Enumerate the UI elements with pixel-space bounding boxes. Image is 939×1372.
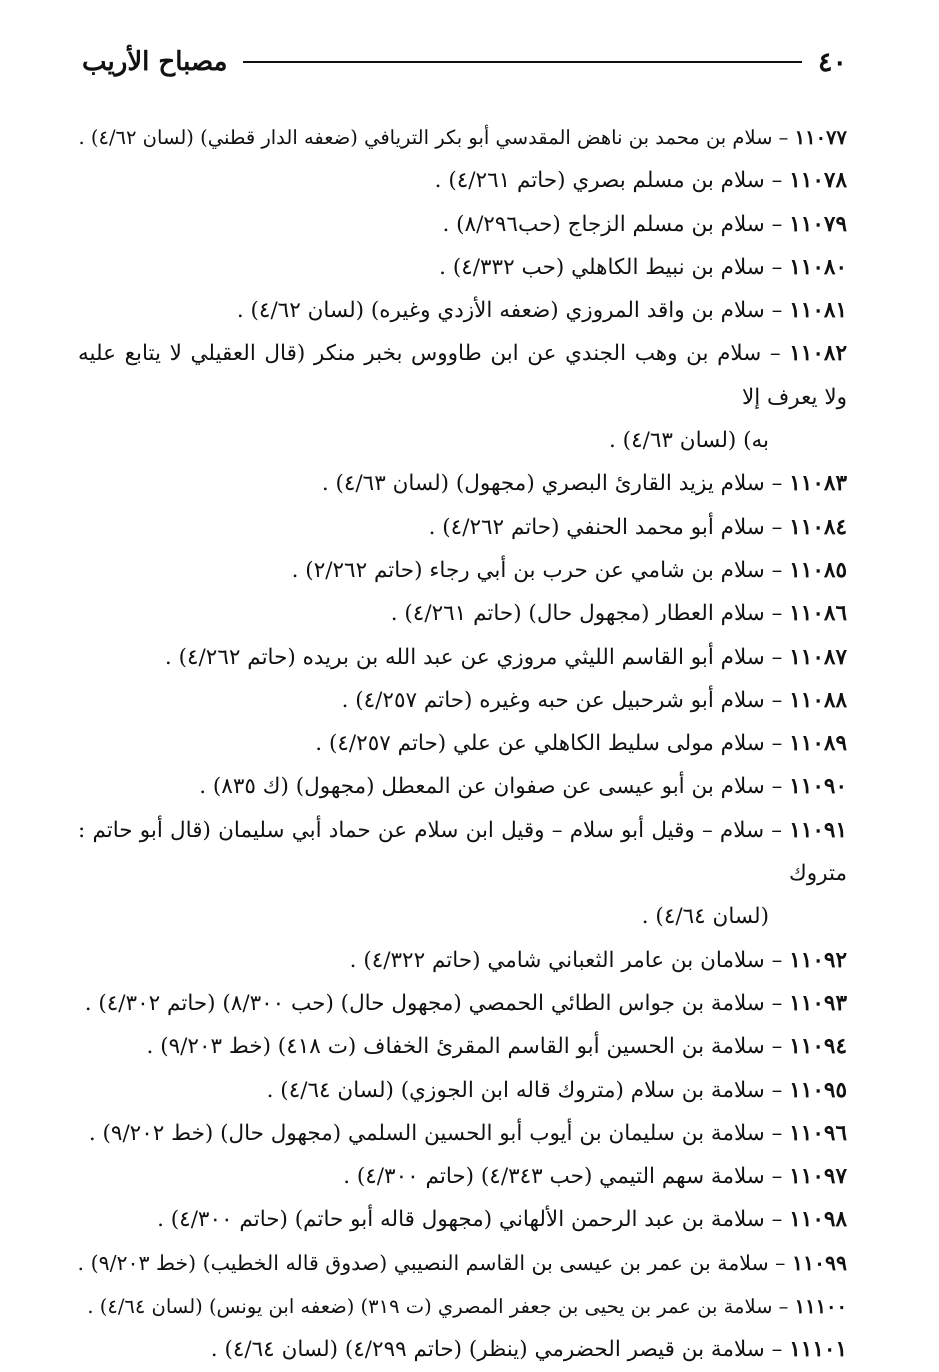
entry-text: – سلام – وقيل أبو سلام – وقيل ابن سلام عن حماد أبي سليمان (قال أبو حاتم : متروك [78, 817, 847, 887]
entry-text: – سلام العطار (مجهول حال) (حاتم ٤/٢٦١) . [390, 601, 783, 627]
entry-text: – سلامة بن الحسين أبو القاسم المقرئ الخفاف (ت ٤١٨) (خط ٩/٢٠٣) . [146, 1034, 783, 1060]
entry-number: ١١٠٧٧ [794, 126, 847, 149]
entry-number: ١١٠٩٤ [789, 1034, 847, 1060]
entry-row [78, 289, 847, 332]
entry-text: – سلام بن وهب الجندي عن ابن طاووس بخبر منكر (قال العقيلي لا يتابع عليه ولا يعرف إلا [78, 341, 847, 410]
entry-row [78, 116, 847, 159]
entry-row [78, 939, 847, 982]
entry-text: – سلامان بن عامر الثعباني شامي (حاتم ٤/٣٢٢) . [349, 947, 783, 973]
entry-text: – سلام بن مسلم الزجاج (حب٨/٢٩٦) . [442, 211, 783, 237]
entry-number: ١١٠٩١ [789, 817, 848, 843]
entry-row [78, 246, 847, 289]
entry-continuation: (لسان ٤/٦٤) . [641, 904, 769, 930]
entry-number: ١١٠٩٢ [789, 947, 847, 973]
entry-text: – سلام بن أبو عيسى عن صفوان عن المعطل (مجهول) (ك ٨٣٥) . [199, 774, 783, 800]
entry-continuation: به) (لسان ٤/٦٣) . [609, 428, 769, 454]
entry-number: ١١٠٩٦ [789, 1120, 847, 1146]
entry-row [78, 1112, 847, 1155]
entry-text: – سلام بن واقد المروزي (ضعفه الأزدي وغيره) (لسان ٤/٦٢) . [236, 298, 783, 324]
entry-number: ١١٠٩٨ [789, 1207, 847, 1233]
entry-row [78, 332, 847, 419]
page-number: ٤٠ [817, 46, 847, 78]
entry-number: ١١٠٩٧ [789, 1164, 847, 1190]
entry-number: ١١٠٨٥ [789, 557, 847, 583]
entry-row [78, 809, 847, 896]
entry-number: ١١١٠١ [789, 1337, 847, 1363]
entry-text: – سلام أبو القاسم الليثي مروزي عن عبد الله بن بريده (حاتم ٤/٢٦٢) . [164, 644, 783, 670]
entry-number: ١١٠٩٩ [791, 1250, 847, 1275]
entry-number: ١١٠٨٢ [789, 341, 847, 367]
entry-text: – سلام بن مسلم بصري (حاتم ٤/٢٦١) . [434, 168, 783, 194]
entry-row [78, 462, 847, 505]
entry-text: – سلام بن نبيط الكاهلي (حب ٤/٣٣٢) . [439, 254, 783, 280]
entry-row [78, 1242, 847, 1285]
entry-number: ١١٠٩٥ [789, 1077, 847, 1103]
entry-text: – سلام بن محمد بن ناهض المقدسي أبو بكر التريافي (ضعفه الدار قطني) (لسان ٤/٦٢) . [78, 126, 789, 149]
entry-row [78, 203, 847, 246]
entry-text: – سلامة بن عبد الرحمن الألهاني (مجهول قاله أبو حاتم) (حاتم ٤/٣٠٠) . [157, 1207, 783, 1233]
entry-number: ١١٠٨٩ [789, 731, 847, 757]
entry-text: – سلامة سهم التيمي (حب ٤/٣٤٣) (حاتم ٤/٣٠٠) . [343, 1164, 783, 1190]
entry-row [78, 982, 847, 1025]
entry-row [78, 1285, 847, 1328]
entry-number: ١١٠٧٨ [789, 168, 847, 194]
entry-row [78, 549, 847, 592]
entry-text: – سلامة بن سلام (متروك قاله ابن الجوزي) (لسان ٤/٦٤) . [266, 1077, 783, 1103]
entry-text: – سلامة بن قيصر الحضرمي (ينظر) (حاتم ٤/٢٩٩) (لسان ٤/٦٤) . [210, 1337, 783, 1363]
entry-row [78, 1198, 847, 1241]
entry-text: – سلام أبو شرحبيل عن حبه وغيره (حاتم ٤/٢٥٧) . [341, 687, 783, 713]
entry-text: – سلامة بن عمر بن يحيى بن جعفر المصري (ت ٣١٩) (ضعفه ابن يونس) (لسان ٤/٦٤) . [87, 1295, 789, 1319]
entry-row [78, 722, 847, 765]
entry-number: ١١٠٩٣ [789, 990, 847, 1016]
entry-number: ١١٠٨٤ [789, 514, 847, 540]
entry-row [78, 679, 847, 722]
book-title: مصباح الأريب [82, 47, 228, 77]
entry-text: – سلام أبو محمد الحنفي (حاتم ٤/٢٦٢) . [428, 514, 783, 540]
entry-number: ١١٠٧٩ [789, 211, 847, 237]
entry-number: ١١٠٩٠ [789, 774, 847, 800]
entry-text: – سلامة بن سليمان بن أيوب أبو الحسين السلمي (مجهول حال) (خط ٩/٢٠٢) . [88, 1120, 783, 1146]
entry-row [78, 1155, 847, 1198]
entry-number: ١١٠٨٨ [789, 687, 847, 713]
entry-text: – سلام بن شامي عن حرب بن أبي رجاء (حاتم ٢/٢٦٢) . [291, 557, 783, 583]
entry-list [78, 116, 847, 1372]
page-header [82, 42, 847, 82]
entry-number: ١١٠٨٣ [789, 471, 847, 497]
entry-row [78, 159, 847, 202]
entry-number: ١١٠٨٠ [789, 254, 847, 280]
entry-number: ١١٠٨١ [789, 298, 847, 324]
entry-row [78, 592, 847, 635]
entry-text: – سلامة بن جواس الطائي الحمصي (مجهول حال) (حب ٨/٣٠٠) (حاتم ٤/٣٠٢) . [84, 990, 783, 1016]
entry-row [78, 1025, 847, 1068]
entry-number: ١١٠٨٦ [789, 601, 847, 627]
entry-row [78, 636, 847, 679]
entry-number: ١١٠٨٧ [789, 644, 847, 670]
entry-text: – سلام مولى سليط الكاهلي عن علي (حاتم ٤/٢٥٧) . [315, 731, 783, 757]
entry-text: – سلامة بن عمر بن عيسى بن القاسم النصيبي (صدوق قاله الخطيب) (خط ٩/٢٠٣) . [77, 1250, 786, 1275]
entry-text: – سلام يزيد القارئ البصري (مجهول) (لسان ٤/٦٣) . [321, 471, 783, 497]
header-rule [243, 61, 802, 63]
entry-row [78, 1069, 847, 1112]
entry-row [78, 765, 847, 808]
entry-row [78, 506, 847, 549]
entry-number: ١١١٠٠ [794, 1295, 847, 1319]
